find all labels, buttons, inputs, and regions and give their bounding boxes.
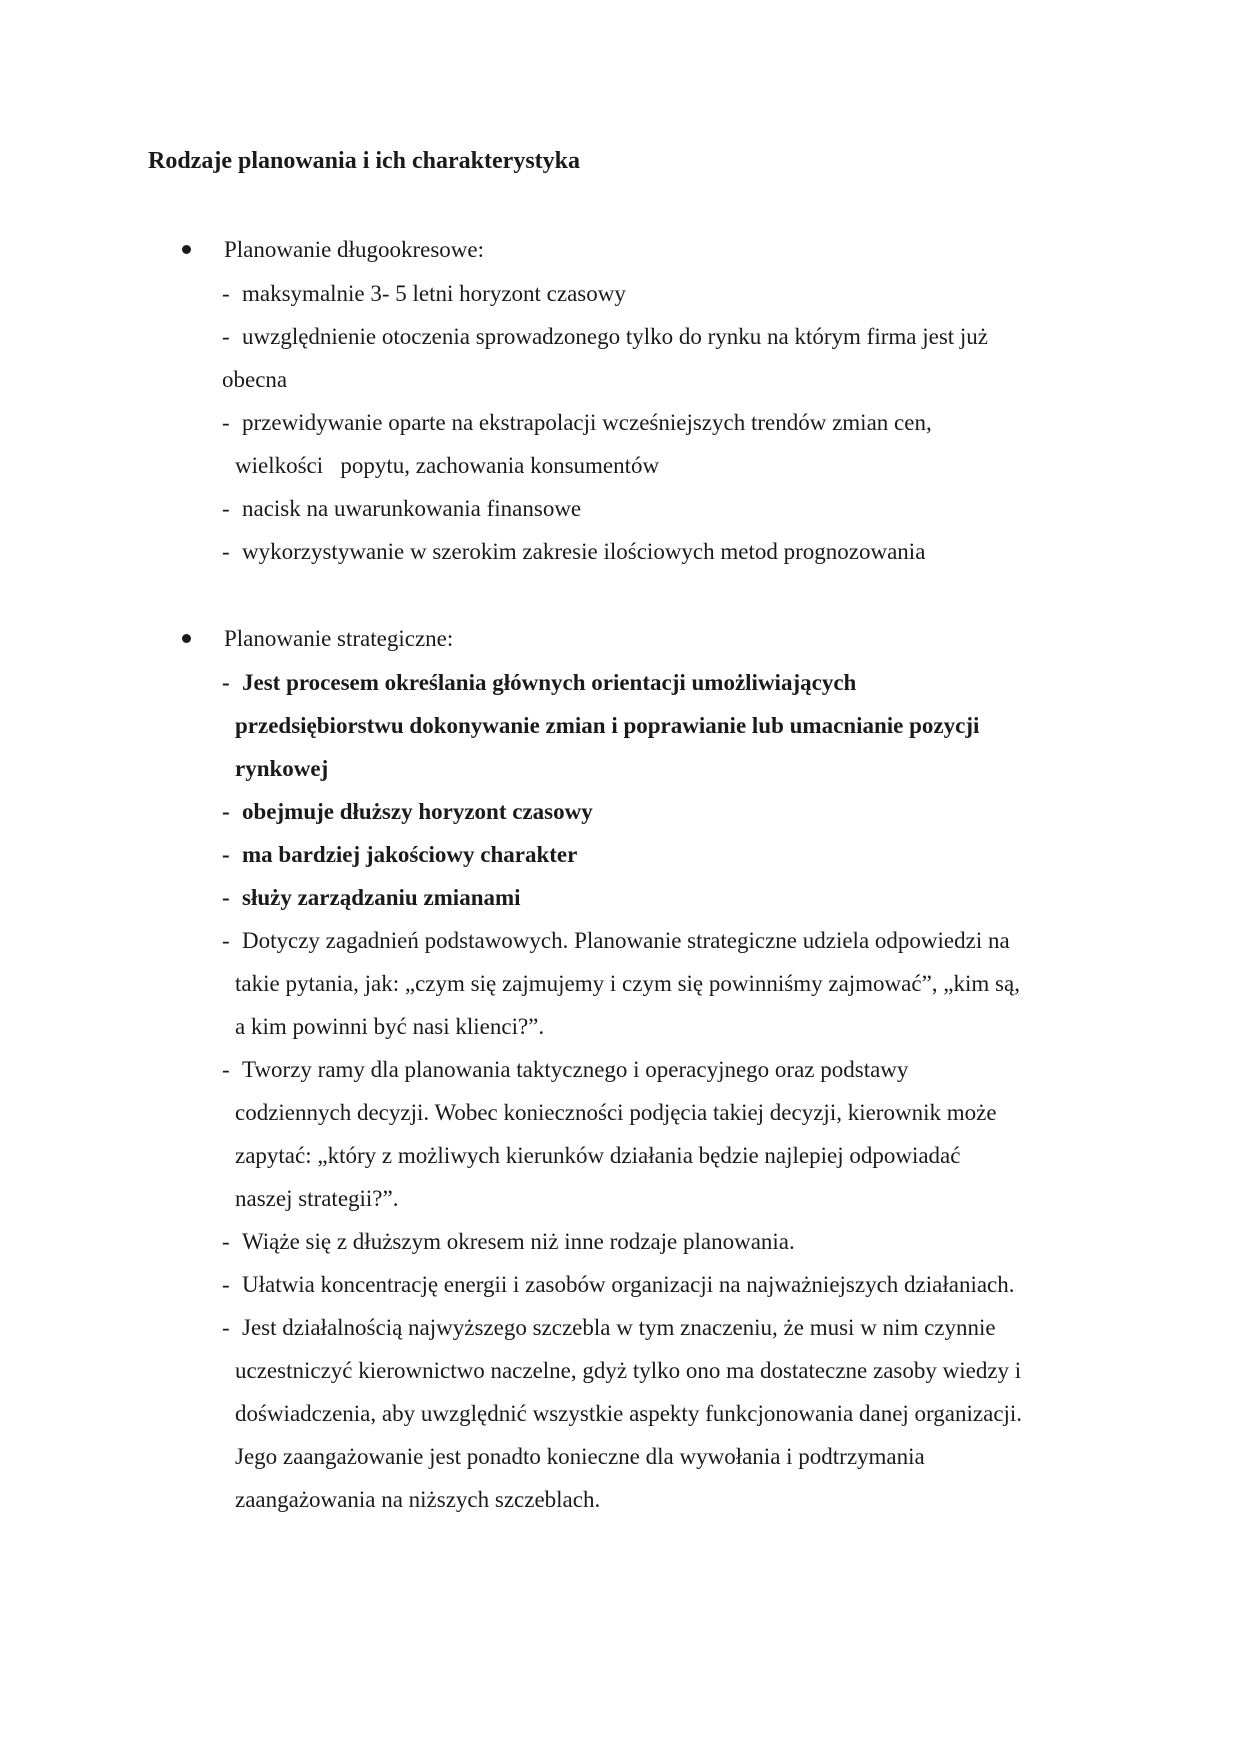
bullet-icon [182, 245, 191, 254]
list-item: - maksymalnie 3- 5 letni horyzont czasowy [222, 281, 626, 306]
list-item: - wykorzystywanie w szerokim zakresie ilościowych metod prognozowania [222, 539, 926, 564]
list-item-continuation: rynkowej [235, 756, 329, 781]
list-item-continuation: zapytać: „który z możliwych kierunków działania będzie najlepiej odpowiadać [235, 1143, 961, 1168]
list-item-continuation: zaangażowania na niższych szczeblach. [235, 1487, 601, 1512]
list-item-continuation: uczestniczyć kierownictwo naczelne, gdyż tylko ono ma dostateczne zasoby wiedzy i [235, 1358, 1022, 1383]
list-item-continuation: Jego zaangażowanie jest ponadto konieczne dla wywołania i podtrzymania [235, 1444, 925, 1469]
list-item: - Tworzy ramy dla planowania taktycznego i operacyjnego oraz podstawy [222, 1057, 909, 1082]
list-item: - ma bardziej jakościowy charakter [222, 842, 578, 867]
list-item: - Jest działalnością najwyższego szczebla w tym znaczeniu, że musi w nim czynnie [222, 1315, 996, 1340]
section-heading-text: Planowanie strategiczne: [224, 626, 454, 651]
section-heading [182, 235, 484, 265]
list-item: - Jest procesem określania głównych orientacji umożliwiających [222, 670, 857, 695]
list-item-continuation: a kim powinni być nasi klienci?”. [235, 1014, 545, 1039]
list-item-continuation: przedsiębiorstwu dokonywanie zmian i poprawianie lub umacnianie pozycji [235, 713, 980, 738]
list-item: - uwzględnienie otoczenia sprowadzonego tylko do rynku na którym firma jest już [222, 324, 989, 349]
list-item-continuation: codziennych decyzji. Wobec konieczności podjęcia takiej decyzji, kierownik może [235, 1100, 997, 1125]
list-item: - Ułatwia koncentrację energii i zasobów organizacji na najważniejszych działaniach. [222, 1272, 1015, 1297]
list-item-continuation: obecna [222, 367, 288, 392]
list-item: - Wiąże się z dłuższym okresem niż inne rodzaje planowania. [222, 1229, 795, 1254]
list-item-continuation: naszej strategii?”. [235, 1186, 399, 1211]
list-item: - obejmuje dłuższy horyzont czasowy [222, 799, 593, 824]
list-item-continuation: doświadczenia, aby uwzględnić wszystkie aspekty funkcjonowania danej organizacji. [235, 1401, 1023, 1426]
list-item: - Dotyczy zagadnień podstawowych. Planowanie strategiczne udziela odpowiedzi na [222, 928, 1010, 953]
list-item-continuation: wielkości popytu, zachowania konsumentów [235, 453, 660, 478]
list-item: - nacisk na uwarunkowania finansowe [222, 496, 582, 521]
bullet-icon [182, 634, 191, 643]
list-item: - służy zarządzaniu zmianami [222, 885, 521, 910]
section-heading-text: Planowanie długookresowe: [224, 237, 484, 262]
list-item-continuation: takie pytania, jak: „czym się zajmujemy i czym się powinniśmy zajmować”, „kim są, [235, 971, 1020, 996]
list-item: - przewidywanie oparte na ekstrapolacji wcześniejszych trendów zmian cen, [222, 410, 932, 435]
section-heading [182, 624, 453, 654]
page-title: Rodzaje planowania i ich charakterystyka [148, 148, 580, 174]
